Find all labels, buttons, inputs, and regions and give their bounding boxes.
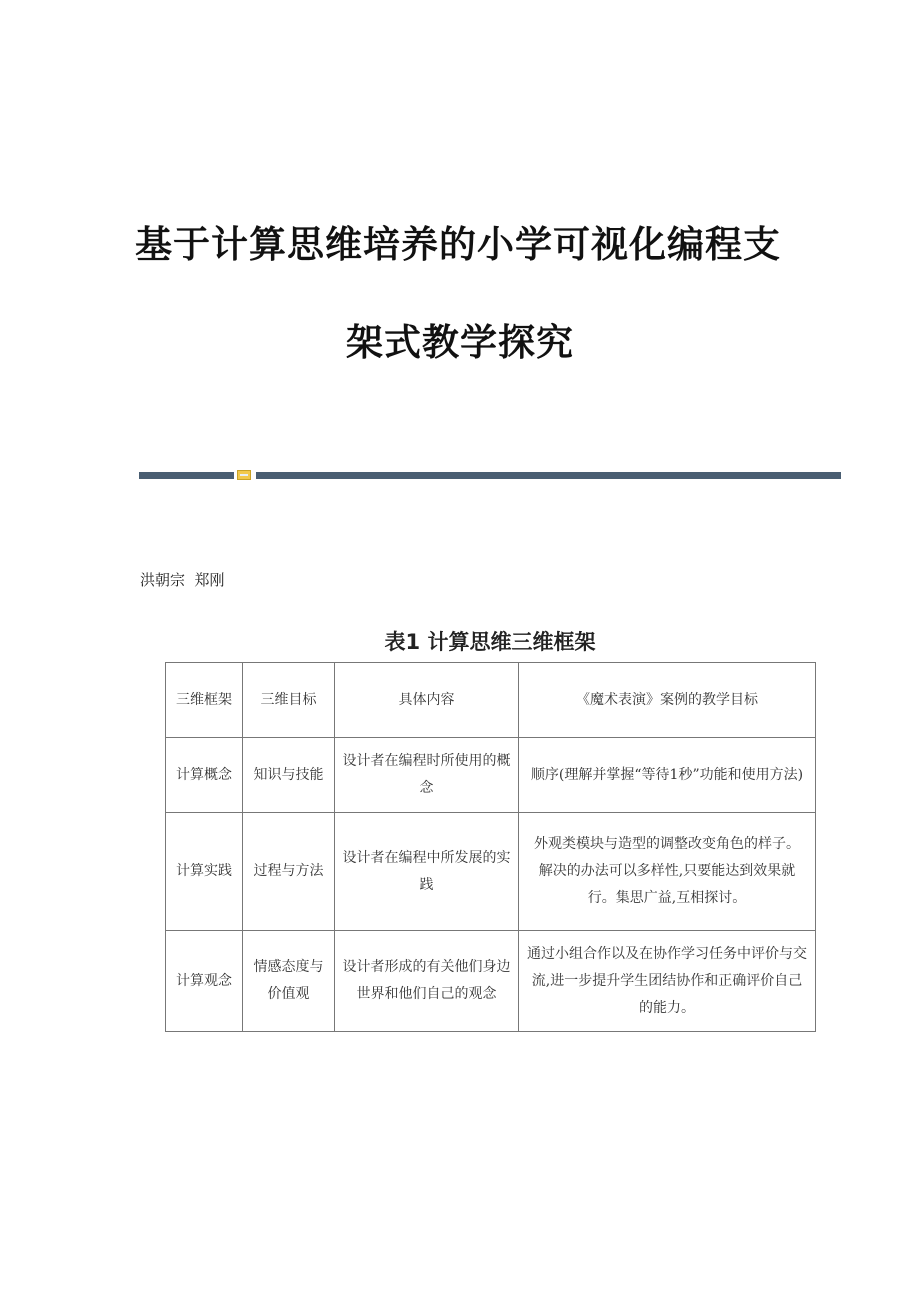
cell-case-goal-line-1: 外观类模块与造型的调整改变角色的样子。 (534, 836, 800, 852)
cell-case-goal (519, 813, 816, 931)
cell-framework: 计算概念 (166, 738, 243, 813)
cell-content: 设计者在编程中所发展的实践 (335, 813, 519, 931)
cell-goal: 情感态度与价值观 (243, 931, 335, 1032)
cell-goal: 过程与方法 (243, 813, 335, 931)
cell-content: 设计者形成的有关他们身边世界和他们自己的观念 (335, 931, 519, 1032)
header-cell-content: 具体内容 (335, 663, 519, 738)
header-cell-case-goal: 《魔术表演》案例的教学目标 (519, 663, 816, 738)
table-caption: 表1 计算思维三维框架 (384, 630, 596, 654)
title-divider (139, 470, 841, 480)
cell-case-goal-line-2: 解决的办法可以多样性,只要能达到效果就行。集思广益,互相探讨。 (538, 863, 796, 906)
cell-framework: 计算实践 (166, 813, 243, 931)
authors: 洪朝宗 郑刚 (140, 571, 225, 589)
divider-bar-left (139, 472, 234, 479)
table-header-row (166, 663, 816, 738)
cell-case-goal: 通过小组合作以及在协作学习任务中评价与交流,进一步提升学生团结协作和正确评价自己的能力。 (519, 931, 816, 1032)
cell-goal: 知识与技能 (243, 738, 335, 813)
cell-content: 设计者在编程时所使用的概念 (335, 738, 519, 813)
document-title-line-1: 基于计算思维培养的小学可视化编程支 (135, 223, 781, 266)
header-cell-framework: 三维框架 (166, 663, 243, 738)
cell-case-goal: 顺序(理解并掌握“等待1秒”功能和使用方法) (519, 738, 816, 813)
table-row (166, 813, 816, 931)
document-title-line-2: 架式教学探究 (346, 321, 574, 364)
table-row (166, 738, 816, 813)
table-row (166, 931, 816, 1032)
envelope-icon (237, 470, 251, 480)
header-cell-goal: 三维目标 (243, 663, 335, 738)
cell-framework: 计算观念 (166, 931, 243, 1032)
framework-table (165, 662, 816, 1032)
divider-bar-right (256, 472, 841, 479)
